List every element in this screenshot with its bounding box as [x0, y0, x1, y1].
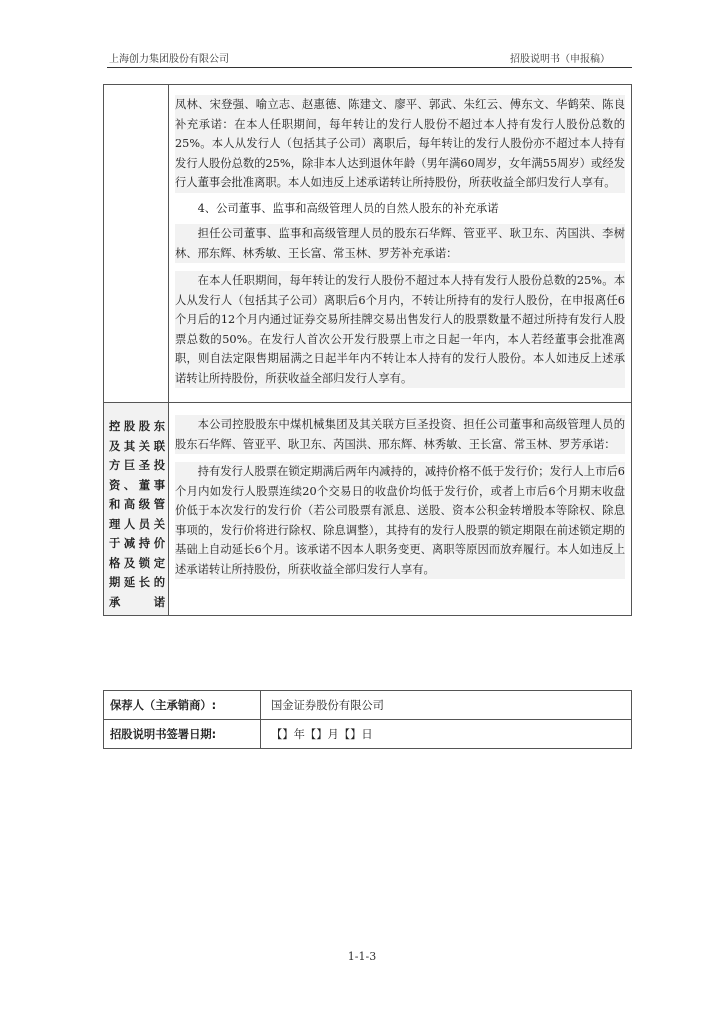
- sponsor-value: 国金证券股份有限公司: [261, 691, 632, 720]
- table-row: [104, 85, 632, 403]
- paragraph-top: 凤林、宋登强、喻立志、赵惠德、陈建文、廖平、郭武、朱红云、傅东文、华鹤荣、陈良补充承诺：在本人任职期间，每年转让的发行人股份不超过本人持有发行人股份总数的25%。本人从发行人（包括其子公司）离职后，每年转让的发行人股份亦不超过本人持有发行人股份总数的25%，除非本人达到退休年龄（男年满60周岁，女年满55周岁）或经发行人董事会批准离职。本人如违反上述承诺转让所持股份，所获收益全部归发行人享有。: [175, 95, 625, 193]
- footer-info-table: [103, 690, 632, 749]
- lockup-body: 持有发行人股票在锁定期满后两年内减持的，减持价格不低于发行价；发行人上市后6个月内如发行人股票连续20个交易日的收盘价均低于发行价，或者上市后6个月期末收盘价低于本次发行的发行价（若公司股票有派息、送股、资本公积金转增股本等除权、除息事项的，发行价将进行除权、除息调整），其持有的发行人股票的锁定期限在前述锁定期的基础上自动延长6个月。该承诺不因本人职务变更、离职等原因而放弃履行。本人如违反上述承诺转让所持股份，所获收益全部归发行人享有。: [175, 462, 625, 579]
- page-number: 1-1-3: [347, 950, 377, 963]
- table-row: [104, 403, 632, 616]
- header-divider: [107, 67, 632, 68]
- section-label: 控股股东及其关联方巨圣投资、董事和高级管理人员关于减持价格及锁定期延长的承诺: [104, 403, 169, 616]
- signing-date-label: 招股说明书签署日期:: [104, 720, 261, 749]
- commitment-table: [103, 84, 632, 616]
- subheading: 4、公司董事、监事和高级管理人员的自然人股东的补充承诺: [197, 201, 499, 215]
- intro-paragraph: 担任公司董事、监事和高级管理人员的股东石华辉、管亚平、耿卫东、芮国洪、李树林、邢东辉、林秀敏、王长富、常玉林、罗芳补充承诺：: [175, 224, 625, 263]
- table-row: [104, 720, 632, 749]
- table-row: [104, 691, 632, 720]
- lockup-commitment-cell: [169, 403, 632, 616]
- commitment-paragraph: 在本人任职期间，每年转让的发行人股份不超过本人持有发行人股份总数的25%。本人从发行人（包括其子公司）离职后6个月内，不转让所持有的发行人股份，在申报离任6个月后的12个月内通过证券交易所挂牌交易出售发行人的股票数量不超过所持有发行人股票总数的50%。在发行人首次公开发行股票上市之日起一年内，本人若经董事会批准离职，则自法定限售期届满之日起半年内不转让本人持有的发行人股份。本人如违反上述承诺转让所持股份，所获收益全部归发行人享有。: [175, 271, 625, 388]
- document-title: 招股说明书（申报稿）: [510, 54, 610, 65]
- empty-label-cell: [104, 85, 169, 403]
- signing-date-value: 【】年【】月【】日: [261, 720, 632, 749]
- page-header: [107, 50, 632, 64]
- sponsor-label: 保荐人（主承销商）:: [104, 691, 261, 720]
- company-name: 上海创力集团股份有限公司: [109, 54, 229, 65]
- lockup-intro: 本公司控股股东中煤机械集团及其关联方巨圣投资、担任公司董事和高级管理人员的股东石华辉、管亚平、耿卫东、芮国洪、邢东辉、林秀敏、王长富、常玉林、罗芳承诺：: [175, 415, 625, 454]
- supplementary-commitment-cell: [169, 85, 632, 403]
